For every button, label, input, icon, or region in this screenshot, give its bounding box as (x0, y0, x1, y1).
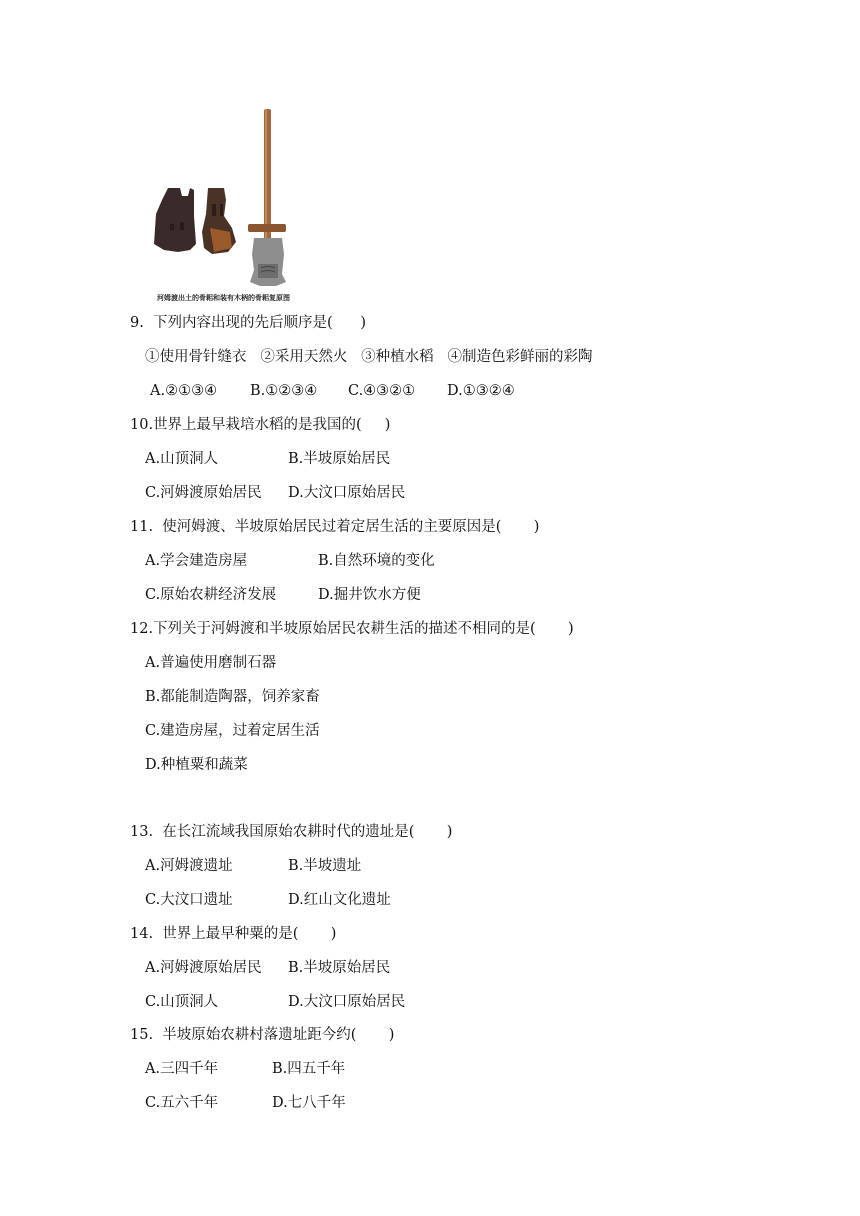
question-10-stem: 10.世界上最早栽培水稻的是我国的( ) (130, 417, 391, 433)
question-10-option-c: C.河姆渡原始居民 (145, 485, 262, 501)
figure-caption: 河姆渡出土的骨耜和装有木柄的骨耜复原图 (157, 294, 290, 302)
question-15-option-b: B.四五千年 (272, 1061, 346, 1077)
bone-spade-figure (150, 104, 310, 304)
question-13-option-d: D.红山文化遗址 (288, 892, 391, 908)
question-14-option-d: D.大汶口原始居民 (288, 994, 406, 1010)
question-14-option-c: C.山顶洞人 (145, 994, 219, 1010)
question-13-option-c: C.大汶口遗址 (145, 892, 233, 908)
question-10-option-a: A.山顶洞人 (145, 451, 219, 467)
question-9-option-c: C.④③②① (348, 383, 416, 399)
question-14-option-a: A.河姆渡原始居民 (145, 960, 262, 976)
question-9-option-b: B.①②③④ (250, 383, 318, 399)
question-12-option-c: C.建造房屋，过着定居生活 (145, 723, 320, 739)
question-11-option-c: C.原始农耕经济发展 (145, 587, 277, 603)
question-12-option-d: D.种植粟和蔬菜 (145, 757, 248, 773)
question-9-items: ①使用骨针缝衣 ②采用天然火 ③种植水稻 ④制造色彩鲜丽的彩陶 (145, 349, 593, 365)
question-14-stem: 14. 世界上最早种粟的是( ) (130, 926, 337, 942)
question-9-option-a: A.②①③④ (150, 383, 218, 399)
question-11-option-b: B.自然环境的变化 (318, 553, 435, 569)
question-12-option-a: A.普遍使用磨制石器 (145, 655, 277, 671)
question-12-option-b: B.都能制造陶器，饲养家畜 (145, 689, 320, 705)
bone-spade-illustration (150, 104, 310, 294)
question-15-option-a: A.三四千年 (145, 1061, 219, 1077)
question-13-stem: 13. 在长江流域我国原始农耕时代的遗址是( ) (130, 824, 453, 840)
bone-spade-1 (154, 188, 196, 252)
question-10-option-d: D.大汶口原始居民 (288, 485, 406, 501)
question-15-stem: 15. 半坡原始农耕村落遗址距今约( ) (130, 1027, 395, 1043)
handle-crossbar (248, 224, 286, 232)
question-11-stem: 11. 使河姆渡、半坡原始居民过着定居生活的主要原因是( ) (130, 519, 540, 535)
question-14-option-b: B.半坡原始居民 (288, 960, 391, 976)
question-13-option-b: B.半坡遗址 (288, 858, 362, 874)
question-11-option-d: D.掘井饮水方便 (318, 587, 421, 603)
mounted-bone-spade (250, 238, 286, 286)
question-11-option-a: A.学会建造房屋 (145, 553, 248, 569)
question-12-stem: 12.下列关于河姆渡和半坡原始居民农耕生活的描述不相同的是( ) (130, 621, 574, 637)
question-10-option-b: B.半坡原始居民 (288, 451, 391, 467)
question-15-option-c: C.五六千年 (145, 1095, 219, 1111)
question-13-option-a: A.河姆渡遗址 (145, 858, 233, 874)
question-9-option-d: D.①③②④ (447, 383, 515, 399)
question-15-option-d: D.七八千年 (272, 1095, 346, 1111)
question-9-stem: 9. 下列内容出现的先后顺序是( ) (130, 315, 367, 331)
